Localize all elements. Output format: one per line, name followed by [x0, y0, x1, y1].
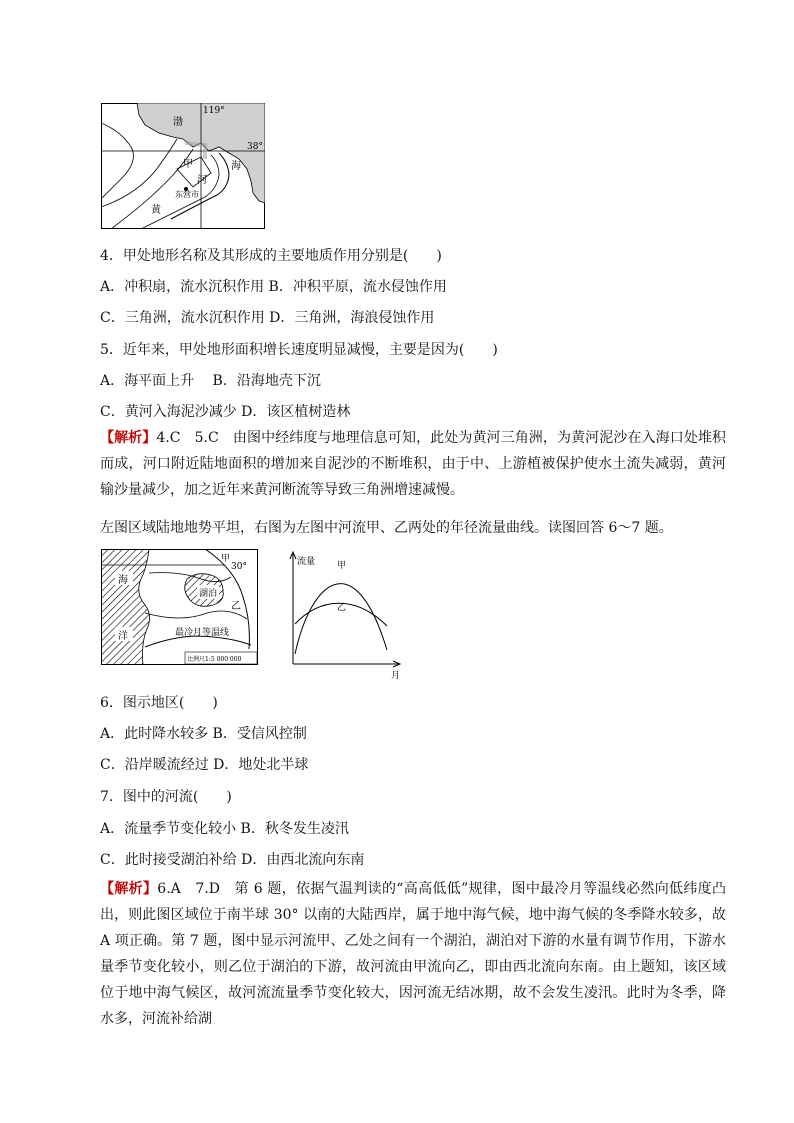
q7-stem: 7．图中的河流( ) [100, 789, 232, 805]
he-label: 河 [197, 175, 207, 186]
q7-options-cd: C．此时接受湖泊补给 D．由西北流向东南 [100, 852, 365, 868]
lon-label: 119° [203, 106, 225, 116]
analysis-6-7 [100, 876, 726, 1032]
analysis-text: 6.A 7.D 第 6 题，依据气温判读的“高高低低”规律，图中最冷月等温线必然向低纬度凸出，则此图区域位于南半球 30° 以南的大陆西岸，属于地中海气候，地中海气候的冬季降水较多，故 A 项正确。第 7 题，图中显示河流甲、乙处之间有一个湖泊，湖泊对下游的水量有调节作用，下游水量季节变化较小，则乙位于湖泊的下游，故河流由甲流向乙，即由西北流向东南。由上题知，该区域位于地中海气候区，故河流流量季节变化较大，因河流无结冰期，故不会发生凌汛。此时为冬季，降水多，河流补给湖 [100, 881, 727, 1027]
city-label: 东营市 [175, 190, 199, 199]
x-axis-label: 月 [391, 671, 401, 680]
q7-options-ab: A．流量季节变化较小 B．秋冬发生凌汛 [100, 821, 349, 837]
q6-stem: 6．图示地区( ) [100, 695, 218, 711]
q4-options-cd: C．三角洲，流水沉积作用 D．三角洲，海浪侵蚀作用 [100, 310, 435, 326]
q6-options-ab: A．此时降水较多 B．受信风控制 [100, 726, 307, 742]
hai-label: 海 [118, 575, 128, 586]
q5-options-cd: C．黄河入海泥沙减少 D．该区植树造林 [100, 404, 351, 420]
huang-label: 黄 [151, 205, 161, 216]
bo-label: 渤 [173, 117, 183, 128]
analysis-tag: 【解析】 [100, 881, 158, 897]
analysis-4-5 [100, 425, 726, 503]
jia-label: 甲 [183, 159, 193, 170]
lat-label: 38° [247, 142, 263, 152]
q5-stem: 5．近年来，甲处地形面积增长速度明显减慢，主要是因为( ) [100, 342, 498, 358]
yellow-river-delta-map [101, 103, 265, 229]
q5-options-ab: A．海平面上升 B．沿海地壳下沉 [100, 373, 321, 389]
lat-30-label: 30° [231, 562, 247, 572]
series-jia-line [295, 584, 387, 654]
q6-options-cd: C．沿岸暖流经过 D．地处北半球 [100, 757, 309, 773]
jia-label: 甲 [221, 554, 231, 564]
coastal-region-map [101, 549, 258, 665]
analysis-tag: 【解析】 [100, 430, 157, 446]
intro-6-7: 左图区域陆地地势平坦，右图为左图中河流甲、乙两处的年径流量曲线。读图回答 6～7 题。 [100, 520, 673, 536]
lake-label: 湖泊 [199, 589, 218, 599]
series-yi-label: 乙 [337, 603, 347, 613]
ocean-area [101, 549, 150, 665]
yang-label: 洋 [118, 631, 128, 642]
q4-options-ab: A．冲积扇，流水沉积作用 B．冲积平原，流水侵蚀作用 [100, 279, 447, 295]
series-jia-label: 甲 [337, 561, 347, 571]
scale-label: 比例尺1:5 000 000 [187, 656, 242, 663]
yi-label: 乙 [231, 601, 241, 612]
isotherm-label: 最冷月等温线 [175, 628, 230, 638]
runoff-chart [283, 550, 403, 680]
q4-stem: 4．甲处地形名称及其形成的主要地质作用分别是( ) [100, 248, 442, 264]
analysis-text: 4.C 5.C 由图中经纬度与地理信息可知，此处为黄河三角洲，为黄河泥沙在入海口处堆积而成，河口附近陆地面积的增加来自泥沙的不断堆积，由于中、上游植被保护使水土流失减弱，黄河输沙量减少，加之近年来黄河断流等导致三角洲增速减慢。 [100, 430, 727, 498]
hai-label: 海 [231, 161, 241, 172]
y-axis-label: 流量 [297, 557, 316, 567]
